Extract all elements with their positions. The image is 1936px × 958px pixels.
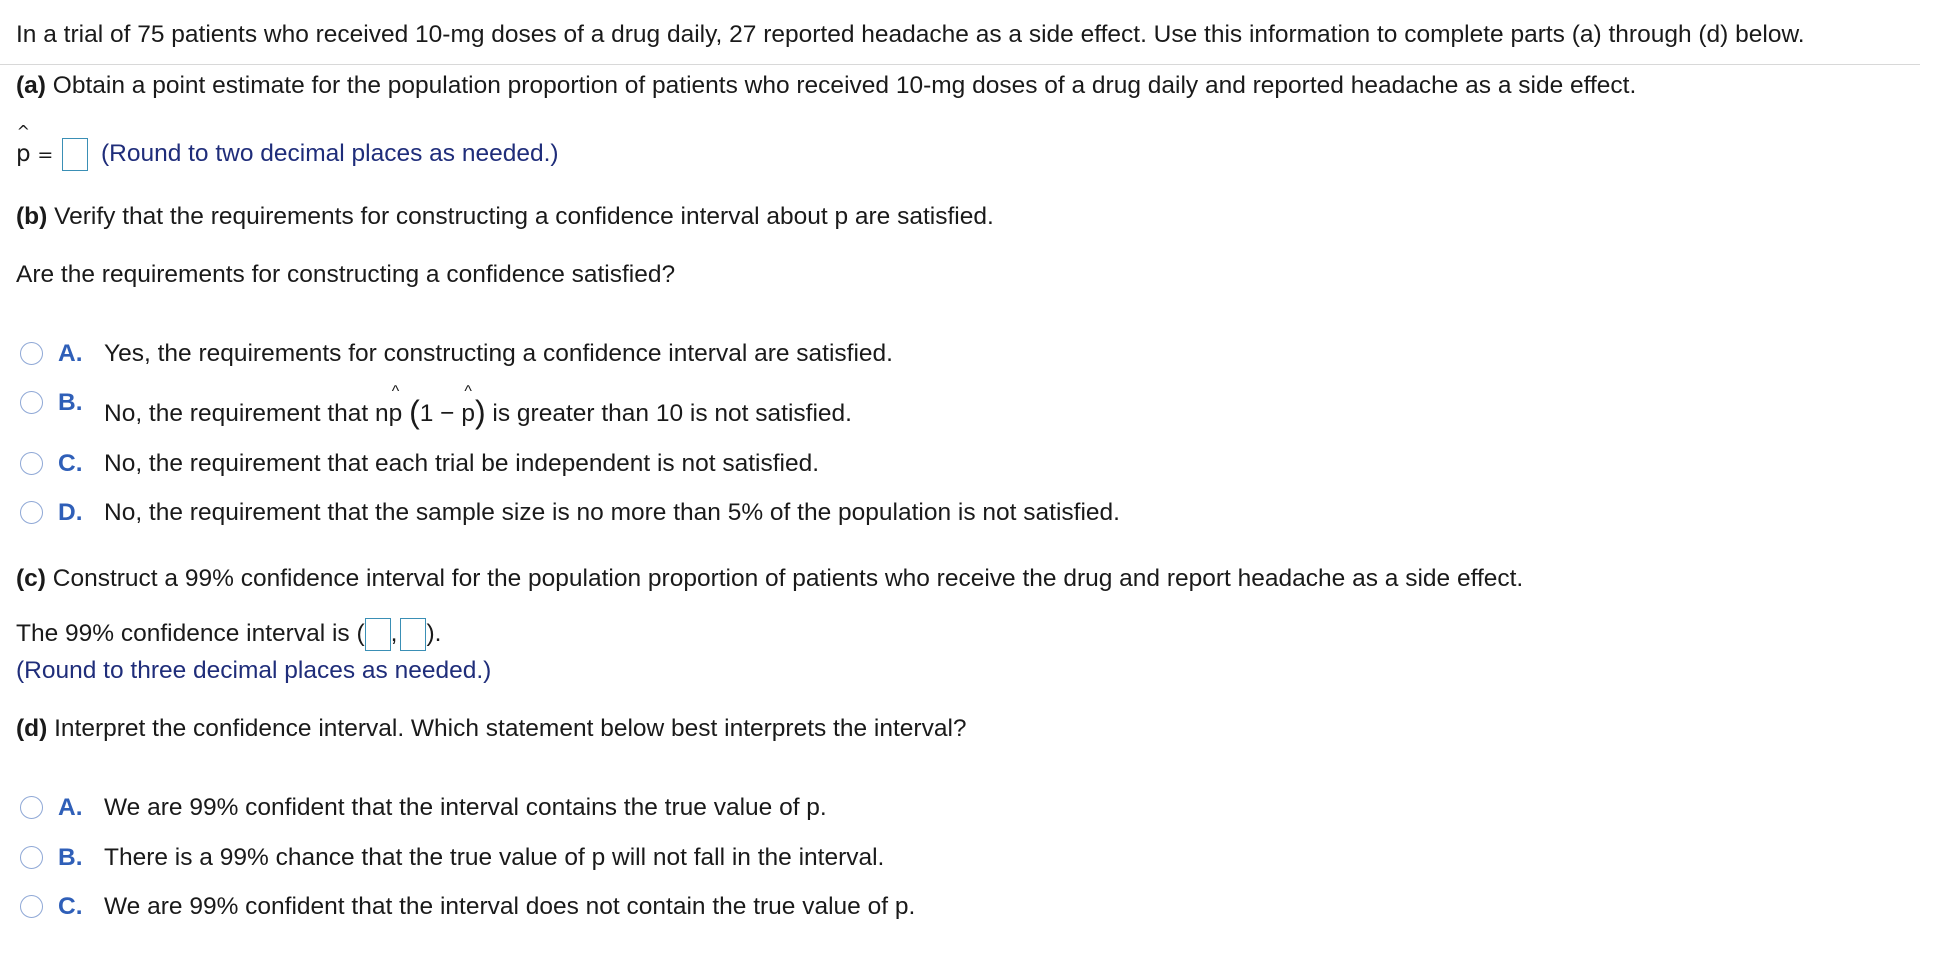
p-hat-symbol: ^ p xyxy=(389,399,403,429)
part-d-prompt xyxy=(16,714,967,744)
option-text: We are 99% confident that the interval contains the true value of p. xyxy=(104,794,827,821)
equals-sign: = xyxy=(37,143,54,166)
interval-suffix: ). xyxy=(426,619,442,647)
radio-button[interactable] xyxy=(20,342,43,365)
part-a-hint: (Round to two decimal places as needed.) xyxy=(100,139,559,167)
radio-button[interactable] xyxy=(20,895,43,918)
part-c-label: (c) xyxy=(16,565,46,592)
part-c-hint: (Round to three decimal places as needed.) xyxy=(16,657,492,684)
option-text: We are 99% confident that the interval does not contain the true value of p. xyxy=(104,893,916,920)
upper-bound-input[interactable] xyxy=(400,618,426,651)
radio-button[interactable] xyxy=(20,846,43,869)
part-a-prompt xyxy=(16,71,1636,101)
option-letter: A. xyxy=(58,340,83,367)
option-text xyxy=(104,394,852,430)
option-letter: D. xyxy=(58,499,83,526)
option-letter: B. xyxy=(58,844,83,871)
close-paren: ) xyxy=(474,394,486,430)
one-minus: 1 − xyxy=(419,400,455,427)
part-a-label: (a) xyxy=(16,72,46,99)
part-d-text: Interpret the confidence interval. Which statement below best interprets the interval? xyxy=(54,715,967,742)
part-d-label: (d) xyxy=(16,715,48,742)
option-b-text-after: is greater than 10 is not satisfied. xyxy=(492,400,852,427)
option-b-text-before: No, the requirement that n xyxy=(104,400,389,427)
radio-button[interactable] xyxy=(20,796,43,819)
interval-separator: , xyxy=(390,619,398,647)
interval-prefix: The 99% confidence interval is ( xyxy=(16,619,365,647)
radio-button[interactable] xyxy=(20,391,43,414)
part-b-question: Are the requirements for constructing a confidence satisfied? xyxy=(16,261,676,288)
p-hat-symbol: ^ p xyxy=(461,399,475,429)
problem-intro: In a trial of 75 patients who received 10-mg doses of a drug daily, 27 reported headache as a side effect. Use this information to complete parts (a) through (d) below. xyxy=(16,21,1805,48)
lower-bound-input[interactable] xyxy=(365,618,391,651)
option-letter: C. xyxy=(58,893,83,920)
option-letter: C. xyxy=(58,450,83,477)
p-hat-symbol: ^ p xyxy=(16,139,31,169)
open-paren: ( xyxy=(409,394,420,430)
option-text: Yes, the requirements for constructing a confidence interval are satisfied. xyxy=(104,340,893,367)
radio-button[interactable] xyxy=(20,452,43,475)
part-b-label: (b) xyxy=(16,203,48,230)
part-b-text: Verify that the requirements for constructing a confidence interval about p are satisfied. xyxy=(54,203,994,230)
option-letter: A. xyxy=(58,794,83,821)
option-text: There is a 99% chance that the true value of p will not fall in the interval. xyxy=(104,844,885,871)
part-c-text: Construct a 99% confidence interval for the population proportion of patients who receive the drug and report headache as a side effect. xyxy=(52,565,1524,592)
radio-button[interactable] xyxy=(20,501,43,524)
p-hat-input[interactable] xyxy=(62,138,88,171)
part-c-interval-row xyxy=(16,618,441,651)
divider xyxy=(0,64,1920,65)
part-b-prompt xyxy=(16,202,994,232)
option-text: No, the requirement that each trial be independent is not satisfied. xyxy=(104,450,820,477)
part-a-text: Obtain a point estimate for the population proportion of patients who received 10-mg doses of a drug daily and reported headache as a side effect. xyxy=(52,72,1637,99)
option-text: No, the requirement that the sample size is no more than 5% of the population is not satisfied. xyxy=(104,499,1120,526)
option-letter: B. xyxy=(58,389,83,416)
part-c-prompt xyxy=(16,564,1523,594)
part-a-answer-row xyxy=(16,138,559,171)
